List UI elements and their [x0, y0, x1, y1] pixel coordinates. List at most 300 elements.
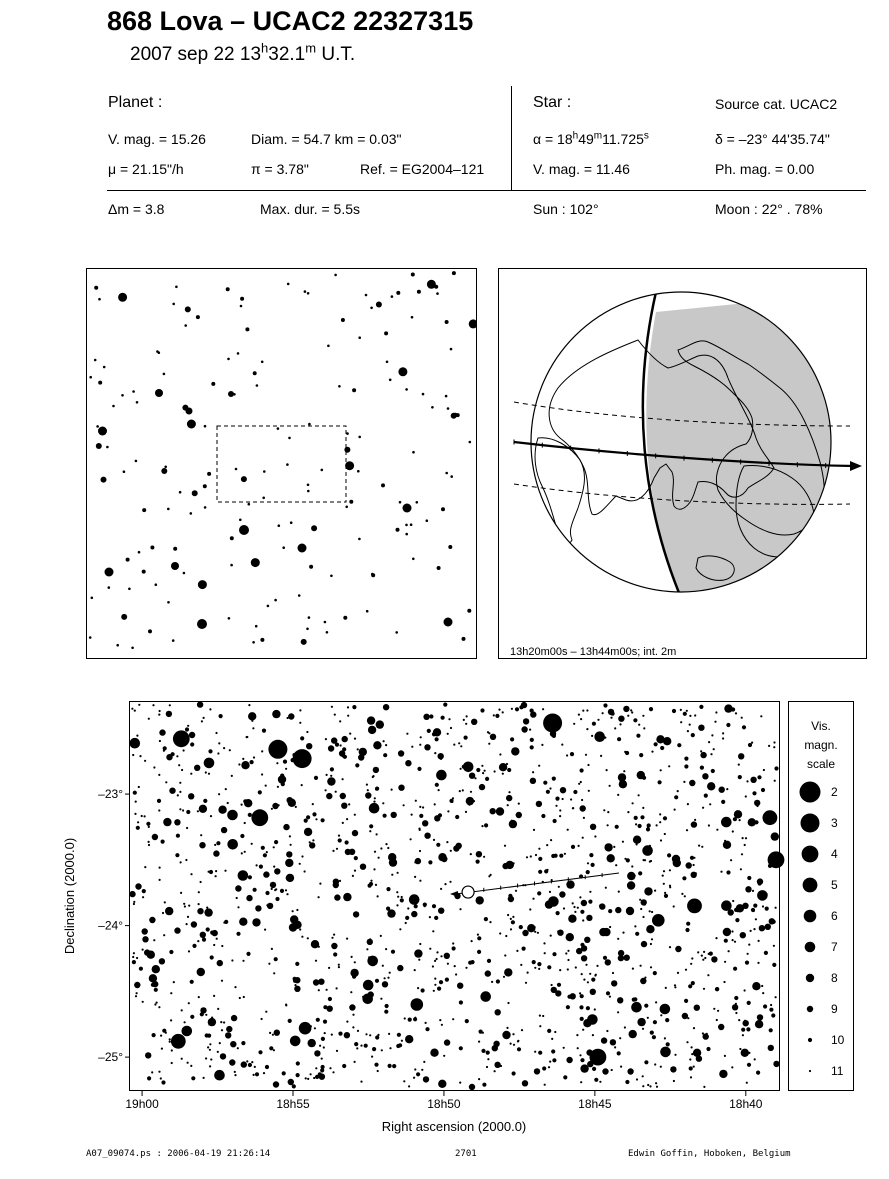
- field-star: [190, 1015, 194, 1019]
- finder-star: [161, 468, 167, 474]
- field-star: [292, 1084, 296, 1088]
- field-star: [338, 964, 340, 966]
- field-star: [588, 900, 592, 904]
- field-star: [758, 940, 760, 942]
- finder-star: [309, 565, 313, 569]
- field-star: [539, 1025, 541, 1027]
- field-star: [349, 1004, 355, 1010]
- finder-star: [306, 628, 309, 631]
- field-star: [409, 894, 420, 905]
- field-star: [606, 769, 608, 771]
- field-star: [400, 898, 404, 902]
- field-star: [663, 816, 667, 820]
- field-star: [208, 773, 210, 775]
- field-star: [490, 734, 496, 740]
- field-star: [745, 795, 747, 797]
- field-star: [660, 746, 664, 750]
- finder-star: [304, 290, 307, 293]
- field-star: [583, 979, 585, 981]
- field-star: [589, 891, 591, 893]
- field-star: [339, 720, 341, 722]
- field-star: [328, 997, 332, 1001]
- field-star: [558, 886, 560, 888]
- field-star: [369, 1034, 371, 1036]
- field-star: [286, 893, 288, 895]
- field-star: [427, 729, 431, 733]
- field-star: [527, 972, 529, 974]
- field-star: [223, 1021, 225, 1023]
- field-star: [397, 896, 399, 898]
- field-star: [296, 1073, 300, 1077]
- field-star: [174, 927, 180, 933]
- field-star: [585, 754, 587, 756]
- field-star: [743, 1020, 749, 1026]
- field-star: [748, 1052, 750, 1054]
- field-star: [175, 853, 179, 857]
- field-star: [595, 974, 597, 976]
- field-star: [280, 889, 284, 893]
- field-star: [354, 870, 356, 872]
- finder-star: [89, 376, 92, 379]
- moon-info: Moon : 22° . 78%: [715, 201, 823, 217]
- field-star: [530, 711, 536, 717]
- field-star: [533, 829, 535, 831]
- field-star: [684, 757, 688, 761]
- field-star: [538, 968, 540, 970]
- ra-hours: α = 18: [533, 131, 573, 147]
- field-star: [623, 770, 625, 772]
- field-star: [350, 991, 352, 993]
- field-star: [321, 1065, 325, 1069]
- field-star: [285, 768, 287, 770]
- field-star: [314, 1027, 316, 1029]
- finder-star: [411, 273, 415, 277]
- field-star: [241, 1061, 247, 1067]
- field-star: [243, 996, 245, 998]
- field-star: [579, 1054, 581, 1056]
- field-star: [209, 1065, 211, 1067]
- field-star: [735, 1012, 737, 1014]
- field-star: [638, 871, 642, 875]
- field-star: [218, 793, 220, 795]
- field-star: [664, 892, 666, 894]
- field-star: [295, 806, 297, 808]
- field-star: [132, 960, 136, 964]
- finder-star: [376, 302, 382, 308]
- field-star: [568, 915, 576, 923]
- finder-star: [230, 536, 234, 540]
- field-star: [336, 1050, 338, 1052]
- field-star: [773, 741, 775, 743]
- field-star: [188, 1002, 190, 1004]
- field-star: [319, 1074, 325, 1080]
- field-star: [668, 765, 670, 767]
- field-star: [643, 727, 645, 729]
- field-star: [677, 790, 679, 792]
- field-star: [603, 956, 607, 960]
- field-star: [554, 1031, 556, 1033]
- finder-star: [334, 274, 337, 277]
- field-star: [566, 1005, 570, 1009]
- field-star: [459, 1082, 461, 1084]
- field-star: [414, 969, 416, 971]
- field-star: [623, 706, 629, 712]
- finder-star: [155, 583, 158, 586]
- field-star: [757, 1014, 763, 1020]
- field-star: [682, 1013, 688, 1019]
- field-star: [709, 952, 713, 956]
- field-star: [502, 711, 504, 713]
- field-star: [185, 727, 189, 731]
- field-star: [413, 1017, 417, 1021]
- finder-star: [349, 500, 353, 504]
- field-star: [775, 996, 777, 998]
- field-star: [367, 956, 378, 967]
- field-star: [519, 925, 523, 929]
- field-star: [675, 946, 681, 952]
- field-star: [752, 791, 756, 795]
- field-star: [223, 747, 225, 749]
- field-star: [494, 1062, 500, 1068]
- field-star: [399, 928, 401, 930]
- field-star: [438, 853, 446, 861]
- field-star: [192, 944, 196, 948]
- field-star: [738, 753, 744, 759]
- field-star: [307, 937, 309, 939]
- field-star: [567, 950, 569, 952]
- field-star: [546, 844, 548, 846]
- finder-bright-star: [186, 408, 193, 415]
- field-star: [181, 1058, 183, 1060]
- field-star: [312, 803, 314, 805]
- field-star: [673, 905, 675, 907]
- field-star: [716, 1019, 718, 1021]
- field-star: [663, 870, 665, 872]
- field-star: [369, 830, 371, 832]
- field-star: [615, 825, 619, 829]
- field-star: [304, 828, 312, 836]
- field-star: [761, 985, 763, 987]
- field-star: [373, 868, 375, 870]
- field-star: [246, 1060, 248, 1062]
- field-star: [181, 1009, 183, 1011]
- field-star: [762, 905, 764, 907]
- bright-star: [768, 851, 785, 868]
- field-star: [339, 880, 341, 882]
- field-star: [775, 907, 777, 909]
- field-star: [757, 890, 768, 901]
- field-star: [404, 1017, 406, 1019]
- field-star: [321, 1058, 323, 1060]
- field-star: [388, 1064, 392, 1068]
- field-star: [746, 780, 748, 782]
- field-star: [419, 744, 421, 746]
- legend-magnitude-label: 6: [831, 909, 838, 923]
- legend-title-line: magn.: [804, 738, 838, 752]
- finder-star: [358, 336, 361, 339]
- legend-magnitude-label: 3: [831, 816, 838, 830]
- field-star: [319, 883, 321, 885]
- field-star: [561, 744, 563, 746]
- field-star: [701, 955, 703, 957]
- field-star: [581, 955, 587, 961]
- globe-map: [498, 268, 867, 659]
- field-star: [543, 942, 545, 944]
- field-star: [236, 932, 240, 936]
- field-star: [515, 707, 519, 711]
- field-star: [484, 917, 488, 921]
- field-star: [391, 874, 393, 876]
- field-star: [164, 901, 166, 903]
- field-star: [159, 879, 161, 881]
- field-star: [419, 814, 423, 818]
- legend-star: [809, 1070, 811, 1072]
- x-axis-label: Right ascension (2000.0): [381, 1119, 527, 1134]
- field-star: [211, 1017, 213, 1019]
- field-star: [505, 935, 507, 937]
- field-star: [721, 800, 725, 804]
- field-star: [434, 984, 436, 986]
- finder-star: [343, 616, 347, 620]
- field-star: [299, 722, 301, 724]
- field-star: [397, 872, 399, 874]
- field-star: [511, 708, 513, 710]
- field-star: [732, 900, 734, 902]
- legend-magnitude-label: 9: [831, 1002, 838, 1016]
- field-star: [433, 990, 435, 992]
- field-star: [134, 982, 140, 988]
- field-star: [476, 896, 484, 904]
- field-star: [218, 742, 220, 744]
- field-star: [683, 781, 685, 783]
- field-star: [691, 872, 697, 878]
- field-star: [691, 733, 695, 737]
- field-star: [141, 815, 143, 817]
- field-star: [502, 1031, 510, 1039]
- field-star: [135, 801, 137, 803]
- field-star: [567, 829, 569, 831]
- field-star: [592, 1034, 594, 1036]
- field-star: [452, 946, 456, 950]
- finder-star: [173, 547, 177, 551]
- field-star: [194, 765, 200, 771]
- field-star: [481, 825, 483, 827]
- finder-star: [386, 361, 389, 364]
- field-star: [488, 743, 490, 745]
- field-star: [507, 1002, 509, 1004]
- field-star: [335, 791, 337, 793]
- finder-star: [384, 331, 388, 335]
- field-star: [582, 837, 584, 839]
- field-star: [670, 1066, 676, 1072]
- field-star: [751, 908, 755, 912]
- finder-star: [263, 470, 266, 473]
- bright-star: [590, 1049, 607, 1066]
- finder-star: [396, 291, 400, 295]
- field-star: [295, 962, 299, 966]
- finder-star: [410, 523, 413, 526]
- field-star: [538, 857, 542, 861]
- field-star: [763, 1004, 767, 1008]
- field-star: [594, 1008, 596, 1010]
- field-star: [368, 726, 376, 734]
- field-star: [131, 708, 133, 710]
- bright-star: [687, 899, 702, 914]
- field-star: [713, 1008, 715, 1010]
- finder-star: [98, 298, 101, 301]
- bright-star: [543, 714, 562, 733]
- field-star: [269, 1032, 271, 1034]
- field-star: [714, 721, 716, 723]
- sun-elongation: Sun : 102°: [533, 201, 599, 217]
- minute-unit: m: [305, 40, 317, 56]
- field-star: [529, 908, 531, 910]
- field-star: [229, 1059, 235, 1065]
- field-star: [542, 1015, 544, 1017]
- field-star: [638, 794, 640, 796]
- finder-chart: [86, 268, 477, 659]
- field-star: [470, 960, 474, 964]
- ra-minutes: 49: [578, 131, 594, 147]
- field-star: [660, 769, 662, 771]
- field-star: [622, 841, 624, 843]
- field-star: [238, 763, 240, 765]
- field-star: [769, 1028, 773, 1032]
- field-star: [408, 1018, 412, 1022]
- field-star: [239, 918, 247, 926]
- field-star: [592, 1067, 596, 1071]
- field-star: [662, 875, 664, 877]
- field-star: [220, 1053, 226, 1059]
- finder-star: [207, 472, 211, 476]
- field-star: [769, 918, 775, 924]
- field-star: [742, 725, 746, 729]
- field-star: [205, 1057, 207, 1059]
- time-minutes: 32.1: [268, 44, 306, 65]
- field-star: [129, 891, 135, 897]
- field-star: [212, 930, 218, 936]
- field-star: [764, 951, 768, 955]
- field-star: [148, 841, 150, 843]
- field-star: [599, 1081, 601, 1083]
- field-star: [139, 967, 143, 971]
- field-star: [584, 937, 590, 943]
- field-star: [754, 800, 760, 806]
- field-star: [572, 807, 574, 809]
- field-star: [642, 715, 644, 717]
- field-star: [156, 1002, 158, 1004]
- field-star: [253, 1074, 255, 1076]
- field-star: [580, 910, 584, 914]
- finder-star: [274, 599, 277, 602]
- field-star: [465, 811, 467, 813]
- field-star: [349, 733, 351, 735]
- field-star: [375, 884, 377, 886]
- field-star: [231, 959, 233, 961]
- field-star: [258, 790, 262, 794]
- field-star: [581, 945, 587, 951]
- field-star: [368, 991, 374, 997]
- field-star: [253, 888, 257, 892]
- field-star: [354, 814, 356, 816]
- field-star: [534, 967, 536, 969]
- planet-reference: Ref. = EG2004–121: [360, 161, 485, 177]
- field-star: [550, 935, 552, 937]
- field-star: [444, 953, 450, 959]
- field-star: [511, 747, 519, 755]
- field-star: [440, 955, 442, 957]
- field-star: [720, 1027, 722, 1029]
- field-star: [480, 991, 491, 1002]
- field-star: [656, 735, 664, 743]
- field-star: [630, 709, 632, 711]
- field-star: [176, 834, 180, 838]
- field-star: [487, 1058, 489, 1060]
- finder-star: [187, 420, 196, 429]
- time-suffix: U.T.: [316, 44, 356, 65]
- field-star: [366, 948, 368, 950]
- field-star: [611, 980, 617, 986]
- field-star: [138, 786, 140, 788]
- field-star: [313, 1077, 315, 1079]
- field-star: [486, 1051, 490, 1055]
- field-star: [594, 1078, 598, 1082]
- field-star: [333, 952, 337, 956]
- field-star: [551, 1049, 555, 1053]
- field-star: [272, 803, 278, 809]
- legend-magnitude-label: 8: [831, 971, 838, 985]
- legend-magnitude-label: 11: [831, 1064, 844, 1078]
- field-star: [159, 958, 165, 964]
- field-star: [629, 1030, 637, 1038]
- field-star: [588, 790, 590, 792]
- field-star: [215, 732, 217, 734]
- field-star: [538, 1051, 542, 1055]
- field-star: [246, 895, 252, 901]
- field-star: [604, 737, 606, 739]
- field-star: [432, 904, 436, 908]
- field-star: [382, 802, 384, 804]
- field-star: [750, 777, 756, 783]
- field-star: [713, 748, 715, 750]
- field-star: [358, 754, 364, 760]
- field-star: [633, 877, 635, 879]
- field-star: [687, 803, 689, 805]
- field-star: [197, 908, 203, 914]
- field-star: [199, 842, 205, 848]
- field-star: [450, 727, 452, 729]
- field-star: [506, 795, 512, 801]
- field-star: [730, 859, 732, 861]
- field-star: [462, 789, 464, 791]
- finder-star: [448, 545, 452, 549]
- finder-star: [324, 621, 327, 624]
- field-star: [448, 718, 450, 720]
- field-star: [415, 858, 421, 864]
- field-star: [133, 952, 135, 954]
- field-star: [757, 962, 759, 964]
- field-star: [654, 890, 656, 892]
- field-star: [686, 862, 692, 868]
- field-star: [372, 1047, 376, 1051]
- field-star: [354, 961, 356, 963]
- field-star: [265, 785, 267, 787]
- field-star: [538, 848, 540, 850]
- field-star: [521, 702, 527, 708]
- field-star: [582, 1029, 584, 1031]
- finder-star: [203, 484, 207, 488]
- field-star: [719, 787, 725, 793]
